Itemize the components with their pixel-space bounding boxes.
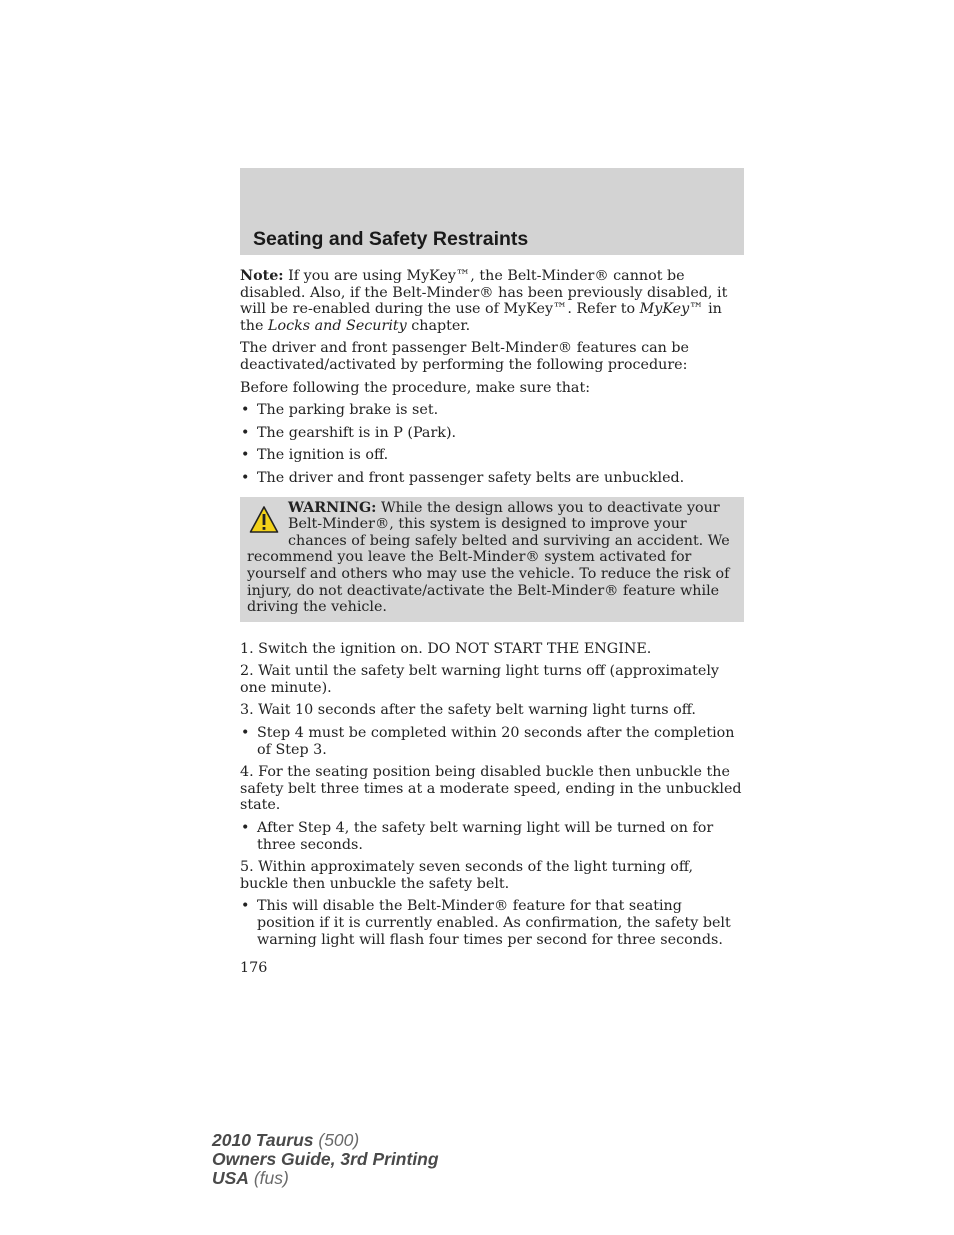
step-1: 1. Switch the ignition on. DO NOT START THE ENGINE.	[240, 640, 652, 657]
step-3-note: • Step 4 must be completed within 20 seconds after the completion of Step 3.	[240, 725, 744, 758]
step-5: 5. Within approximately seven seconds of the light turning off, buckle then unbuckle the safety belt.	[240, 859, 694, 892]
locks-security-reference: Locks and Security	[267, 317, 407, 334]
section-title: Seating and Safety Restraints	[253, 228, 529, 250]
footer-model: 2010 Taurus	[212, 1130, 314, 1150]
warning-box	[240, 497, 744, 622]
step-4-note: • After Step 4, the safety belt warning light will be turned on for three seconds.	[240, 820, 744, 853]
prereq-item: • The gearshift is in P (Park).	[240, 425, 744, 442]
step-3: 3. Wait 10 seconds after the safety belt warning light turns off.	[240, 702, 696, 719]
section-header-band	[240, 168, 744, 255]
warning-text: While the design allows you to deactivate your Belt-Minder®, this system is designed to improve your chances of being safely belted and surviving an accident. We recommend you leave the Belt-Minder® system activated for yourself and others who may use the vehicle. To reduce the risk of injury, do not deactivate/activate the Belt-Minder® feature while driving the vehicle.	[247, 499, 730, 616]
intro-paragraph: Before following the procedure, make sure that:	[240, 379, 591, 396]
mykey-reference: MyKey™	[639, 301, 704, 318]
page-content	[240, 268, 744, 954]
step-5-note: • This will disable the Belt-Minder® feature for that seating position if it is currently enabled. As confirmation, the safety belt warning light will flash four times per second for three seconds.	[240, 898, 744, 948]
prereq-item: • The ignition is off.	[240, 447, 744, 464]
document-footer: 2010 Taurus (500) Owners Guide, 3rd Printing USA (fus)	[212, 1130, 439, 1188]
warning-label: WARNING:	[288, 499, 377, 516]
footer-guide: Owners Guide, 3rd Printing	[212, 1149, 439, 1169]
note-paragraph: Note: If you are using MyKey™, the Belt-Minder® cannot be disabled. Also, if the Belt-Minder® has been previously disabled, it will be re-enabled during the use of MyKey™. Refer to MyKey™ in the Locks and Security chapter.	[240, 268, 728, 334]
intro-paragraph: The driver and front passenger Belt-Minder® features can be deactivated/activated by performing the following procedure:	[240, 340, 690, 373]
note-label: Note:	[240, 268, 284, 284]
step-2: 2. Wait until the safety belt warning light turns off (approximately one minute).	[240, 663, 719, 696]
prereq-item: • The driver and front passenger safety belts are unbuckled.	[240, 470, 744, 487]
warning-triangle-icon	[249, 505, 279, 535]
footer-region: USA	[212, 1168, 249, 1188]
page-number: 176	[240, 960, 268, 976]
step-4: 4. For the seating position being disabled buckle then unbuckle the safety belt three times at a moderate speed, ending in the unbuckled state.	[240, 764, 742, 814]
prereq-item: • The parking brake is set.	[240, 402, 744, 419]
